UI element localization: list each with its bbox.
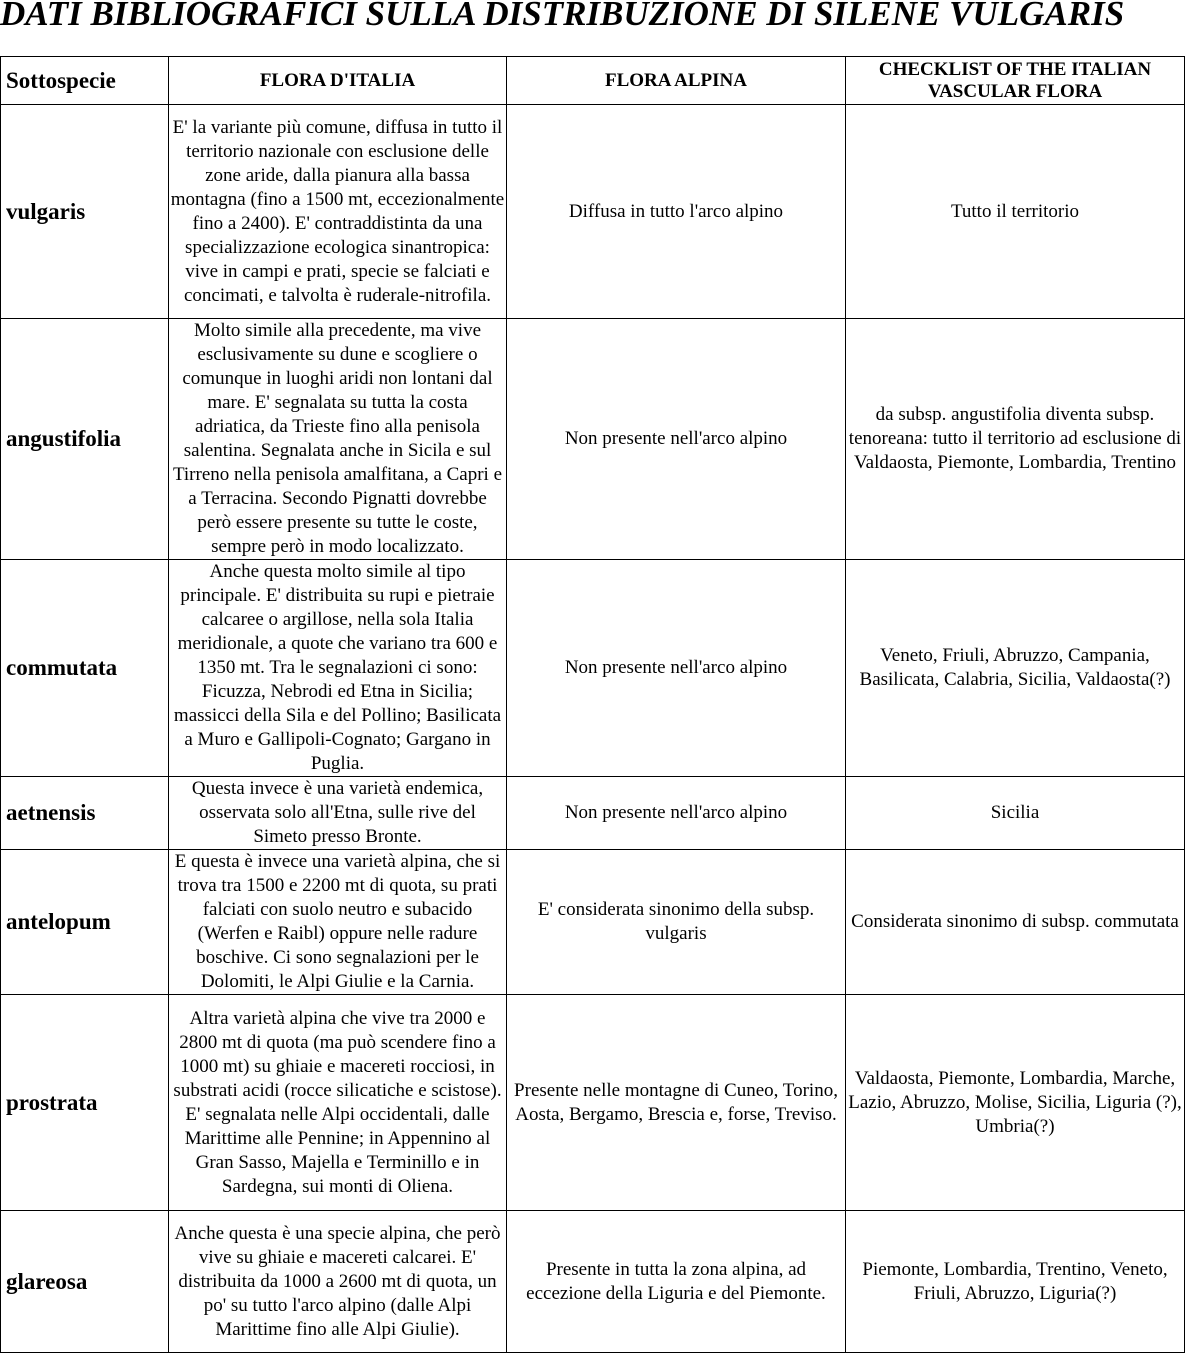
header-checklist: CHECKLIST OF THE ITALIAN VASCULAR FLORA	[846, 57, 1185, 105]
subspecies-name: antelopum	[1, 850, 169, 995]
flora-alpina-cell: E' considerata sinonimo della subsp. vulgaris	[507, 850, 846, 995]
flora-italia-cell: Anche questa molto simile al tipo principale. E' distribuita su rupi e pietraie calcaree o argillose, nella sola Italia meridionale, a quote che variano tra 600 e 1350 mt. Tra le segnalazioni ci sono: Ficuzza, Nebrodi ed Etna in Sicilia; massicci della Sila e del Pollino; Basilicata a Muro e Gallipoli-Cognato; Gargano in Puglia.	[169, 560, 507, 777]
flora-alpina-cell: Presente nelle montagne di Cuneo, Torino, Aosta, Bergamo, Brescia e, forse, Treviso.	[507, 995, 846, 1211]
checklist-cell: Valdaosta, Piemonte, Lombardia, Marche, Lazio, Abruzzo, Molise, Sicilia, Liguria (?), Umbria(?)	[846, 995, 1185, 1211]
checklist-cell: Veneto, Friuli, Abruzzo, Campania, Basilicata, Calabria, Sicilia, Valdaosta(?)	[846, 560, 1185, 777]
flora-italia-cell: E' la variante più comune, diffusa in tutto il territorio nazionale con esclusione delle zone aride, dalla pianura alla bassa montagna (fino a 1500 mt, eccezionalmente fino a 2400). E' contraddistinta da una specializzazione ecologica sinantropica: vive in campi e prati, specie se falciati e concimati, e talvolta è ruderale-nitrofila.	[169, 105, 507, 319]
flora-italia-cell: E questa è invece una varietà alpina, che si trova tra 1500 e 2200 mt di quota, su prati falciati con suolo neutro e subacido (Werfen e Raibl) oppure nelle radure boschive. Ci sono segnalazioni per le Dolomiti, le Alpi Giulie e la Carnia.	[169, 850, 507, 995]
subspecies-name: angustifolia	[1, 319, 169, 560]
page-title: DATI BIBLIOGRAFICI SULLA DISTRIBUZIONE DI SILENE VULGARIS	[0, 0, 1125, 33]
table-row-antelopum	[1, 850, 1185, 995]
header-flora-alpina: FLORA ALPINA	[507, 57, 846, 105]
subspecies-name: aetnensis	[1, 777, 169, 850]
table-row-glareosa	[1, 1211, 1185, 1353]
header-row	[1, 57, 1185, 105]
flora-alpina-cell: Non presente nell'arco alpino	[507, 319, 846, 560]
table-row-aetnensis	[1, 777, 1185, 850]
subspecies-name: commutata	[1, 560, 169, 777]
flora-italia-cell: Molto simile alla precedente, ma vive esclusivamente su dune e scogliere o comunque in luoghi aridi non lontani dal mare. E' segnalata su tutta la costa adriatica, da Trieste fino alla penisola salentina. Segnalata anche in Sicila e sul Tirreno nella penisola amalfitana, a Capri e a Terracina. Secondo Pignatti dovrebbe però essere presente su tutte le coste, sempre però in modo localizzato.	[169, 319, 507, 560]
flora-italia-cell: Questa invece è una varietà endemica, osservata solo all'Etna, sulle rive del Simeto presso Bronte.	[169, 777, 507, 850]
checklist-cell: Tutto il territorio	[846, 105, 1185, 319]
flora-italia-cell: Anche questa è una specie alpina, che però vive su ghiaie e macereti calcarei. E' distribuita da 1000 a 2600 mt di quota, un po' su tutto l'arco alpino (dalle Alpi Marittime fino alle Alpi Giulie).	[169, 1211, 507, 1353]
table-row-angustifolia	[1, 319, 1185, 560]
checklist-cell: Piemonte, Lombardia, Trentino, Veneto, Friuli, Abruzzo, Liguria(?)	[846, 1211, 1185, 1353]
table-row-commutata	[1, 560, 1185, 777]
table-row-vulgaris	[1, 105, 1185, 319]
header-flora-italia: FLORA D'ITALIA	[169, 57, 507, 105]
header-subspecies: Sottospecie	[1, 57, 169, 105]
flora-alpina-cell: Diffusa in tutto l'arco alpino	[507, 105, 846, 319]
flora-alpina-cell: Non presente nell'arco alpino	[507, 777, 846, 850]
subspecies-name: prostrata	[1, 995, 169, 1211]
distribution-table	[0, 56, 1185, 1353]
checklist-cell: Considerata sinonimo di subsp. commutata	[846, 850, 1185, 995]
checklist-cell: Sicilia	[846, 777, 1185, 850]
flora-alpina-cell: Presente in tutta la zona alpina, ad eccezione della Liguria e del Piemonte.	[507, 1211, 846, 1353]
table-row-prostrata	[1, 995, 1185, 1211]
flora-alpina-cell: Non presente nell'arco alpino	[507, 560, 846, 777]
subspecies-name: vulgaris	[1, 105, 169, 319]
checklist-cell: da subsp. angustifolia diventa subsp. tenoreana: tutto il territorio ad esclusione di Valdaosta, Piemonte, Lombardia, Trentino	[846, 319, 1185, 560]
distribution-table-container	[0, 56, 1185, 1353]
flora-italia-cell: Altra varietà alpina che vive tra 2000 e 2800 mt di quota (ma può scendere fino a 1000 mt) su ghiaie e macereti rocciosi, in substrati acidi (rocce silicatiche e scistose). E' segnalata nelle Alpi occidentali, dalle Marittime alle Pennine; in Appennino al Gran Sasso, Majella e Terminillo e in Sardegna, sui monti di Oliena.	[169, 995, 507, 1211]
subspecies-name: glareosa	[1, 1211, 169, 1353]
